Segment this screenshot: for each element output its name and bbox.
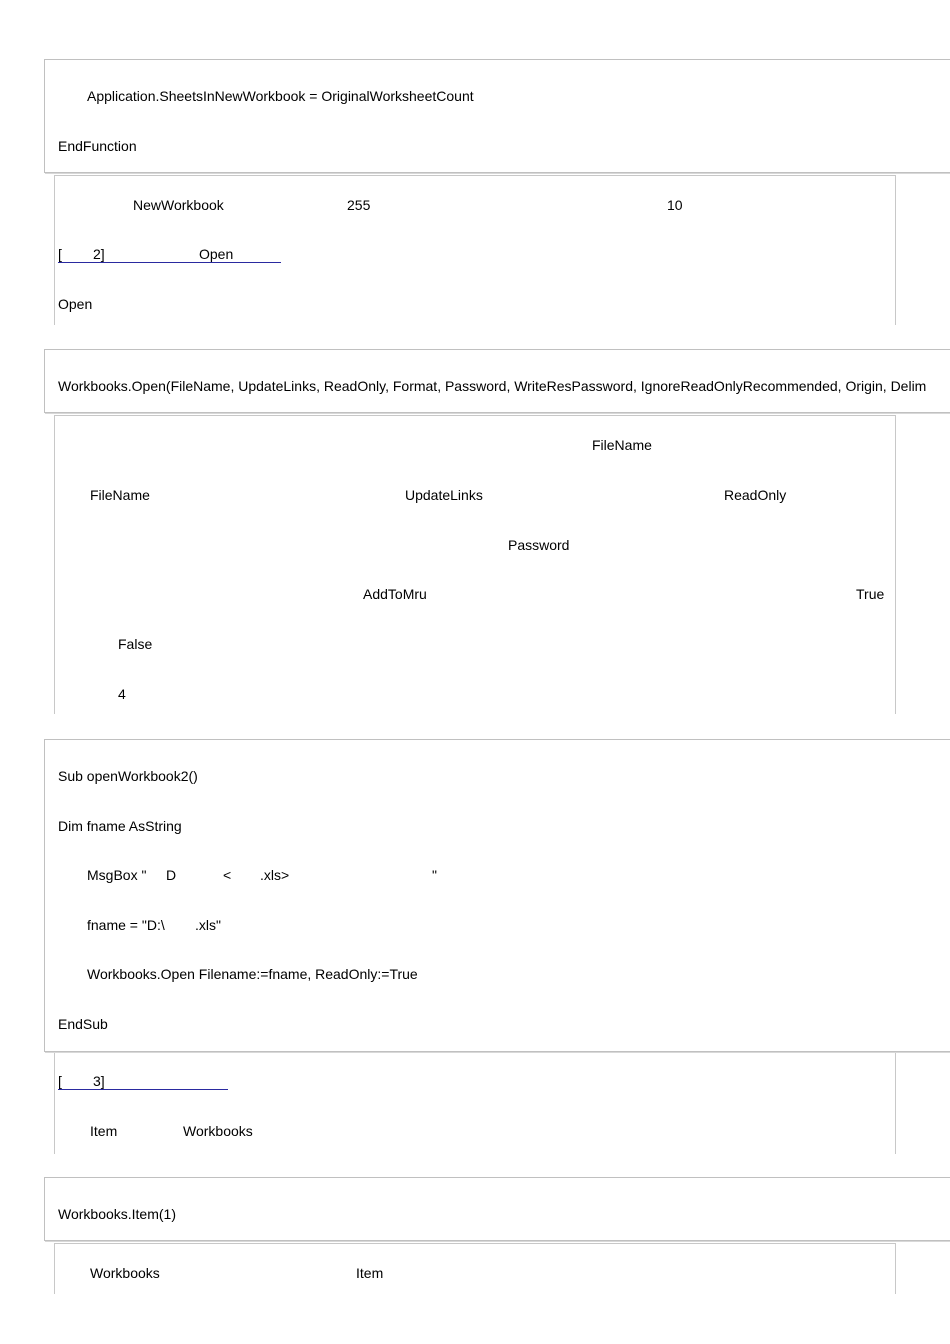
code-msgbox-drive: D [166,867,177,883]
term-workbooks: Workbooks [183,1123,253,1139]
code-line: Application.SheetsInNewWorkbook = OriginalWorksheetCount [87,88,474,104]
link-number[interactable]: 2] [93,246,105,262]
link-bracket[interactable]: [ [58,246,62,262]
text-block-2 [54,415,896,714]
term-password: Password [508,537,570,553]
term-addtomru: AddToMru [363,586,427,602]
code-fname-ext: .xls" [195,917,221,933]
link-underline [58,262,281,263]
term-item: Item [90,1123,118,1139]
code-msgbox: MsgBox " [87,867,147,883]
link-number[interactable]: 3] [93,1073,105,1089]
link-underline [58,1089,228,1090]
term-filename: FileName [592,437,652,453]
value-false: False [118,636,153,652]
code-block-3 [44,739,950,1052]
term-open: Open [58,296,93,312]
value-4: 4 [118,686,126,702]
term-workbooks: Workbooks [90,1265,160,1281]
code-line: EndFunction [58,138,137,154]
code-line: EndSub [58,1016,108,1032]
code-fname: fname = "D:\ [87,917,165,933]
term-updatelinks: UpdateLinks [405,487,483,503]
code-line: Workbooks.Item(1) [58,1206,176,1222]
code-msgbox-lt: < [223,867,232,883]
term-newworkbook: NewWorkbook [133,197,224,213]
term-item: Item [356,1265,384,1281]
code-line: Sub openWorkbook2() [58,768,198,784]
code-msgbox-quote: " [432,867,437,883]
text-block-1 [54,175,896,325]
link-bracket[interactable]: [ [58,1073,62,1089]
value-255: 255 [347,197,371,213]
code-block-4 [44,1177,950,1241]
code-line: Workbooks.Open Filename:=fname, ReadOnly:=True [87,966,418,982]
value-10: 10 [667,197,683,213]
text-block-4 [54,1243,896,1294]
code-line: Dim fname AsString [58,818,182,834]
code-block-1 [44,59,950,173]
text-block-3 [54,1053,896,1154]
term-filename: FileName [90,487,150,503]
link-open[interactable]: Open [199,246,234,262]
term-readonly: ReadOnly [724,487,787,503]
code-line: Workbooks.Open(FileName, UpdateLinks, ReadOnly, Format, Password, WriteResPassword, IgnoreReadOnlyRecommended, Origin, Delim [58,378,927,394]
code-block-2 [44,349,950,413]
value-true: True [856,586,885,602]
code-msgbox-ext: .xls> [260,867,290,883]
